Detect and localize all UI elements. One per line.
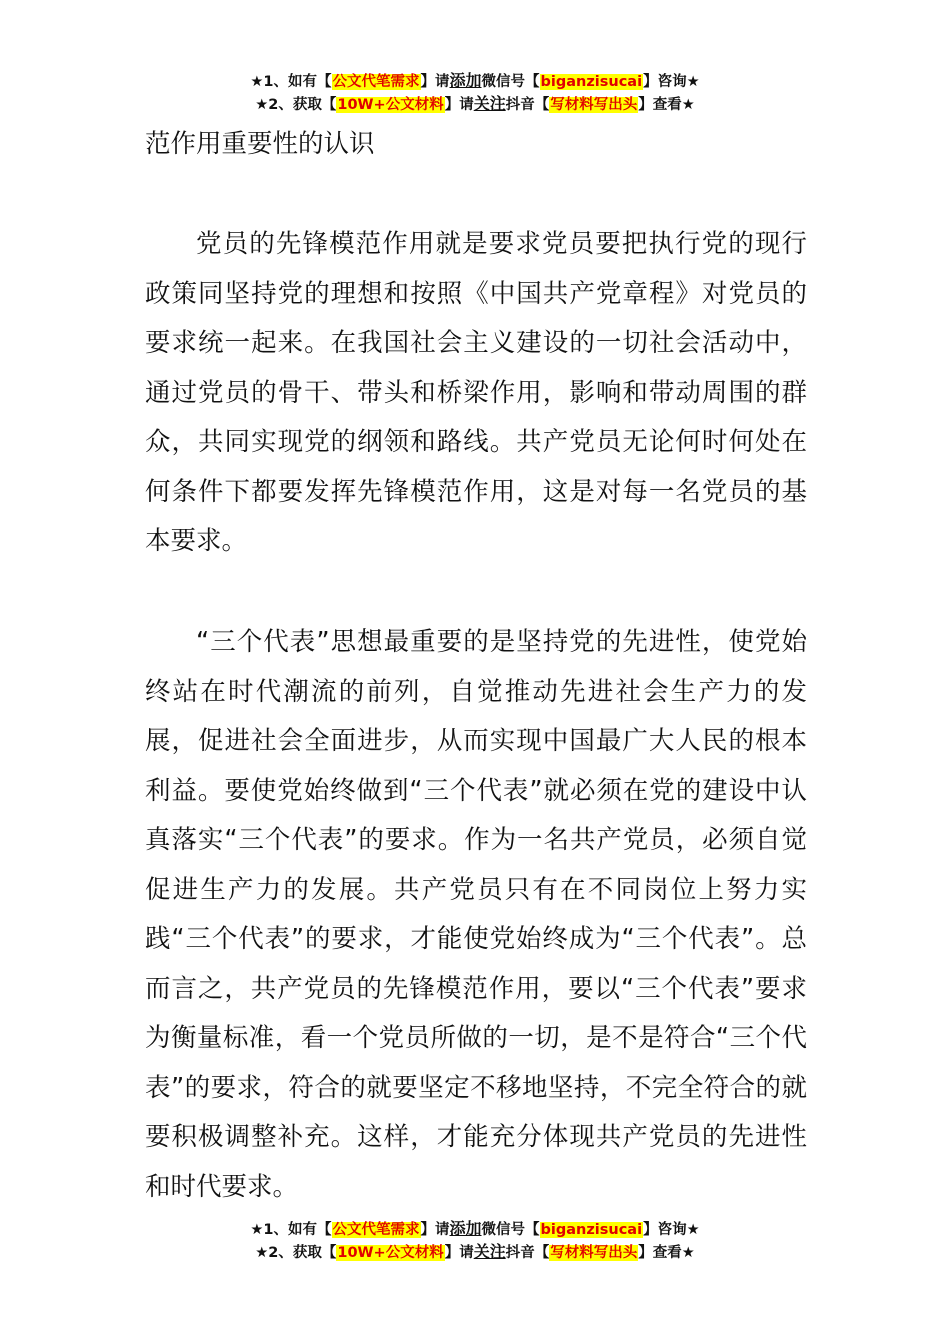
banner-line-2: [0, 93, 950, 116]
banner-highlight: 公文代笔需求: [332, 74, 420, 90]
header-banner: [0, 70, 950, 116]
banner-text: 抖音【: [505, 1245, 550, 1261]
banner-text: 】咨询★: [643, 1222, 700, 1238]
paragraph-1-text: 党员的先锋模范作用就是要求党员要把执行党的现行政策同坚持党的理想和按照《中国共产党章程》对党员的要求统一起来。在我国社会主义建设的一切社会活动中，通过党员的骨干、带头和桥梁作用，影响和带动周围的群众，共同实现党的纲领和路线。共产党员无论何时何处在何条件下都要发挥先锋模范作用，这是对每一名党员的基本要求。: [145, 229, 807, 556]
banner-text: ★2、获取【: [255, 97, 337, 113]
banner-text: ★1、如有【: [250, 1222, 332, 1238]
banner-underlined: 添加: [449, 1219, 482, 1238]
footer-banner: [0, 1218, 950, 1264]
banner-text: 微信号【: [481, 74, 540, 90]
banner-highlight: 写材料写出头: [550, 1245, 638, 1261]
banner-text: ★2、获取【: [255, 1245, 337, 1261]
banner-highlight: 10W+公文材料: [337, 1245, 444, 1261]
banner-highlight: biganzisucai: [540, 1222, 643, 1238]
banner-text: 】咨询★: [643, 74, 700, 90]
banner-highlight: biganzisucai: [540, 74, 643, 90]
banner-line-2: [0, 1241, 950, 1264]
banner-text: ★1、如有【: [250, 74, 332, 90]
banner-highlight: 写材料写出头: [550, 97, 638, 113]
banner-text: 】请: [444, 97, 474, 113]
paragraph-2: [145, 618, 807, 1212]
banner-text: 微信号【: [481, 1222, 540, 1238]
banner-text: 】查看★: [638, 1245, 695, 1261]
banner-line-1: [0, 70, 950, 93]
banner-underlined: 添加: [449, 71, 482, 90]
banner-highlight: 公文代笔需求: [332, 1222, 420, 1238]
banner-underlined: 关注: [473, 1242, 506, 1261]
banner-text: 】请: [420, 1222, 450, 1238]
banner-underlined: 关注: [473, 94, 506, 113]
continuation-text: 范作用重要性的认识: [145, 129, 375, 159]
banner-line-1: [0, 1218, 950, 1241]
continuation-line: [145, 120, 807, 170]
paragraph-1: [145, 220, 807, 567]
paragraph-2-text: “三个代表”思想最重要的是坚持党的先进性，使党始终站在时代潮流的前列，自觉推动先进社会生产力的发展，促进社会全面进步，从而实现中国最广大人民的根本利益。要使党始终做到“三个代表”就必须在党的建设中认真落实“三个代表”的要求。作为一名共产党员，必须自觉促进生产力的发展。共产党员只有在不同岗位上努力实践“三个代表”的要求，才能使党始终成为“三个代表”。总而言之，共产党员的先锋模范作用，要以“三个代表”要求为衡量标准，看一个党员所做的一切，是不是符合“三个代表”的要求，符合的就要坚定不移地坚持，不完全符合的就要积极调整补充。这样，才能充分体现共产党员的先进性和时代要求。: [145, 627, 807, 1202]
banner-highlight: 10W+公文材料: [337, 97, 444, 113]
banner-text: 】请: [420, 74, 450, 90]
banner-text: 抖音【: [505, 97, 550, 113]
banner-text: 】查看★: [638, 97, 695, 113]
banner-text: 】请: [444, 1245, 474, 1261]
